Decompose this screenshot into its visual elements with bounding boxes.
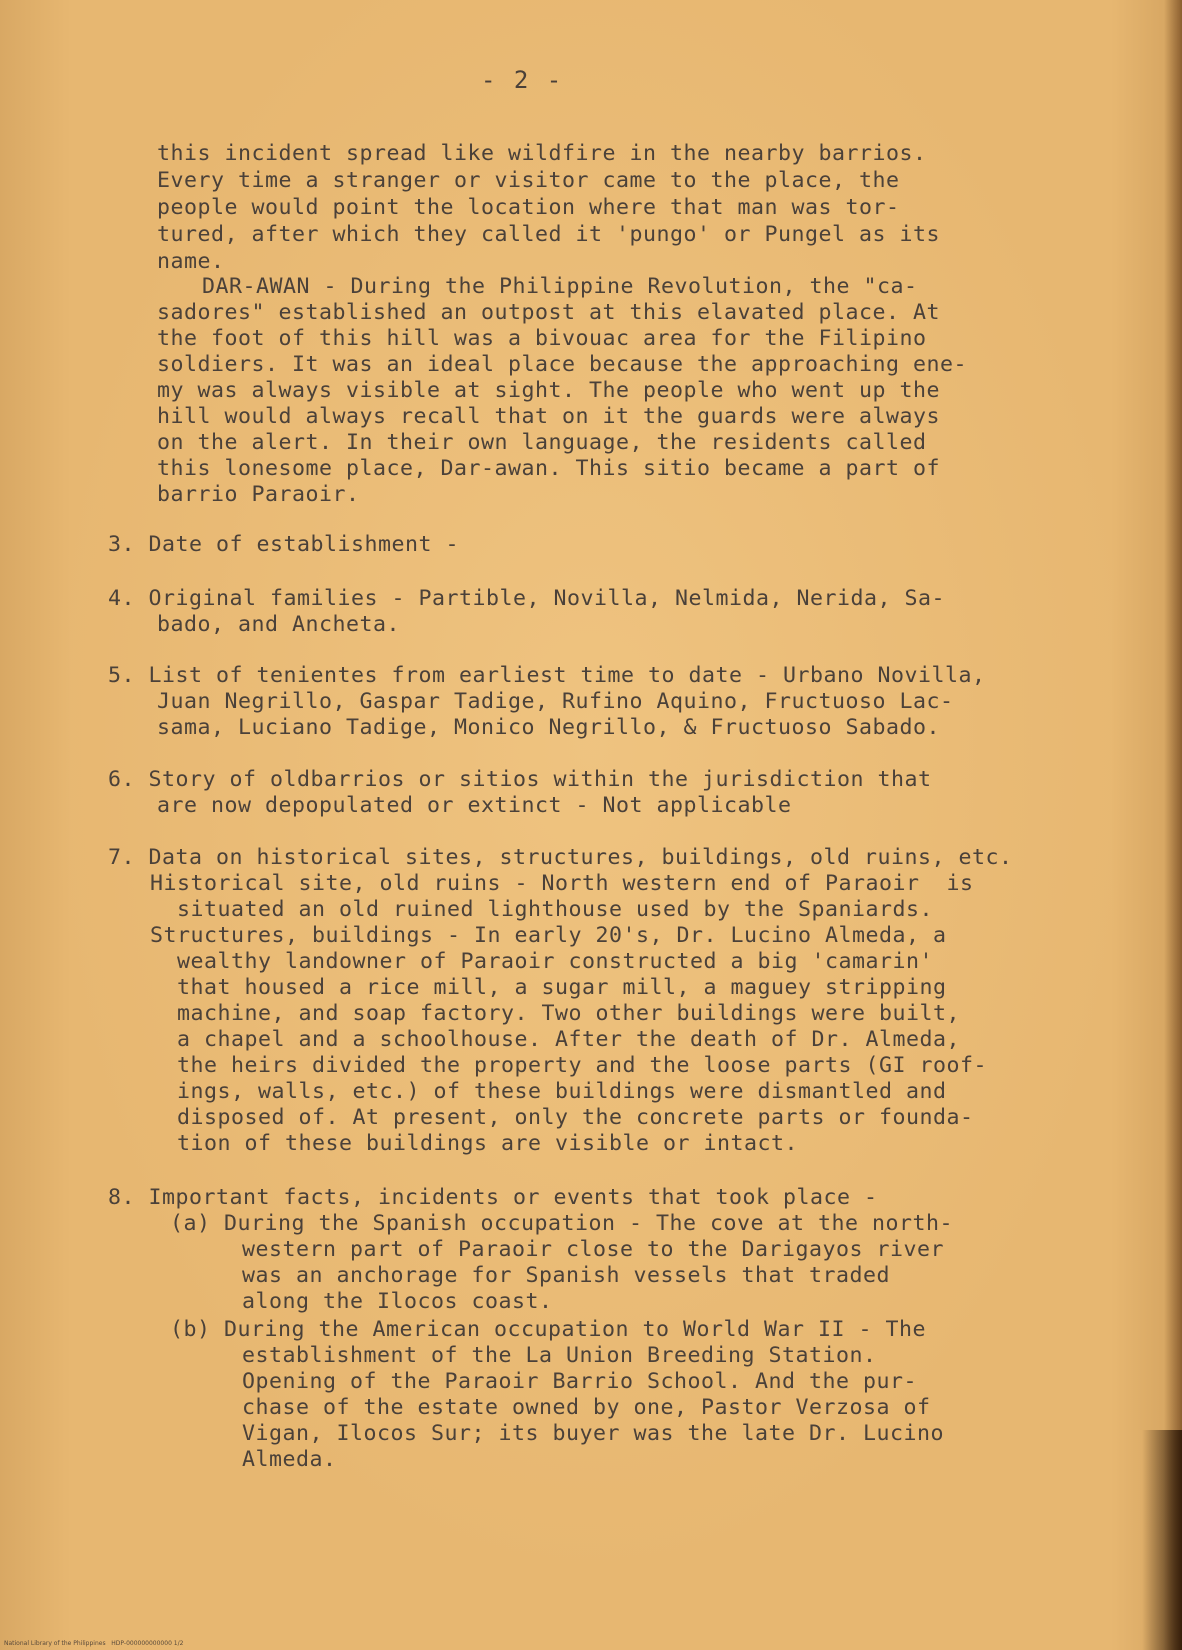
- text-line: Structures, buildings - In early 20's, Dr. Lucino Almeda, a: [150, 923, 947, 948]
- text-line: Historical site, old ruins - North western end of Paraoir is: [150, 871, 974, 896]
- text-line: machine, and soap factory. Two other buildings were built,: [177, 1001, 961, 1026]
- text-line: sadores" established an outpost at this elavated place. At: [157, 300, 941, 325]
- text-line: this lonesome place, Dar-awan. This sitio became a part of: [157, 456, 941, 481]
- text-line: on the alert. In their own language, the residents called: [157, 430, 927, 455]
- text-line: (b) During the American occupation to World War II - The: [170, 1317, 927, 1342]
- text-line: Almeda.: [242, 1447, 337, 1472]
- text-line: barrio Paraoir.: [157, 482, 360, 507]
- text-line: 7. Data on historical sites, structures, buildings, old ruins, etc.: [108, 845, 1013, 870]
- page-edge-shadow: [1164, 0, 1182, 1650]
- text-line: establishment of the La Union Breeding Station.: [242, 1343, 877, 1368]
- text-line: a chapel and a schoolhouse. After the death of Dr. Almeda,: [177, 1027, 961, 1052]
- text-line: sama, Luciano Tadige, Monico Negrillo, & Fructuoso Sabado.: [157, 715, 941, 740]
- text-line: Opening of the Paraoir Barrio School. And the pur-: [242, 1369, 918, 1394]
- text-line: was an anchorage for Spanish vessels that traded: [242, 1263, 891, 1288]
- text-line: along the Ilocos coast.: [242, 1289, 553, 1314]
- text-line: Every time a stranger or visitor came to the place, the: [157, 168, 900, 193]
- text-line: my was always visible at sight. The people who went up the: [157, 378, 941, 403]
- footer-watermark: National Library of the Philippines HDP-000000000000 1/2: [4, 1640, 184, 1647]
- text-line: 4. Original families - Partible, Novilla, Nelmida, Nerida, Sa-: [108, 586, 946, 611]
- text-line: people would point the location where that man was tor-: [157, 195, 900, 220]
- text-line: chase of the estate owned by one, Pastor Verzosa of: [242, 1395, 931, 1420]
- text-line: tion of these buildings are visible or intact.: [177, 1131, 799, 1156]
- text-line: wealthy landowner of Paraoir constructed a big 'camarin': [177, 949, 934, 974]
- text-line: hill would always recall that on it the guards were always: [157, 404, 941, 429]
- text-line: the foot of this hill was a bivouac area for the Filipino: [157, 326, 927, 351]
- text-line: are now depopulated or extinct - Not applicable: [157, 793, 792, 818]
- text-line: DAR-AWAN - During the Philippine Revolution, the "ca-: [202, 274, 918, 299]
- text-line: Juan Negrillo, Gaspar Tadige, Rufino Aquino, Fructuoso Lac-: [157, 689, 954, 714]
- text-line: 5. List of tenientes from earliest time to date - Urbano Novilla,: [108, 663, 986, 688]
- text-line: tured, after which they called it 'pungo' or Pungel as its: [157, 222, 941, 247]
- text-line: situated an old ruined lighthouse used by the Spaniards.: [177, 897, 934, 922]
- text-line: bado, and Ancheta.: [157, 612, 401, 637]
- text-line: 6. Story of oldbarrios or sitios within the jurisdiction that: [108, 767, 932, 792]
- text-line: Vigan, Ilocos Sur; its buyer was the late Dr. Lucino: [242, 1421, 945, 1446]
- text-line: the heirs divided the property and the loose parts (GI roof-: [177, 1053, 988, 1078]
- page-corner-shadow: [1142, 1430, 1182, 1650]
- text-line: name.: [157, 249, 225, 274]
- text-line: disposed of. At present, only the concrete parts or founda-: [177, 1105, 974, 1130]
- text-line: 3. Date of establishment -: [108, 532, 460, 557]
- text-line: that housed a rice mill, a sugar mill, a maguey stripping: [177, 975, 947, 1000]
- text-line: soldiers. It was an ideal place because the approaching ene-: [157, 352, 968, 377]
- text-line: ings, walls, etc.) of these buildings were dismantled and: [177, 1079, 947, 1104]
- text-line: western part of Paraoir close to the Darigayos river: [242, 1237, 945, 1262]
- text-line: this incident spread like wildfire in the nearby barrios.: [157, 141, 927, 166]
- page-number: - 2 -: [481, 66, 564, 94]
- text-line: 8. Important facts, incidents or events that took place -: [108, 1185, 878, 1210]
- text-line: (a) During the Spanish occupation - The cove at the north-: [170, 1211, 954, 1236]
